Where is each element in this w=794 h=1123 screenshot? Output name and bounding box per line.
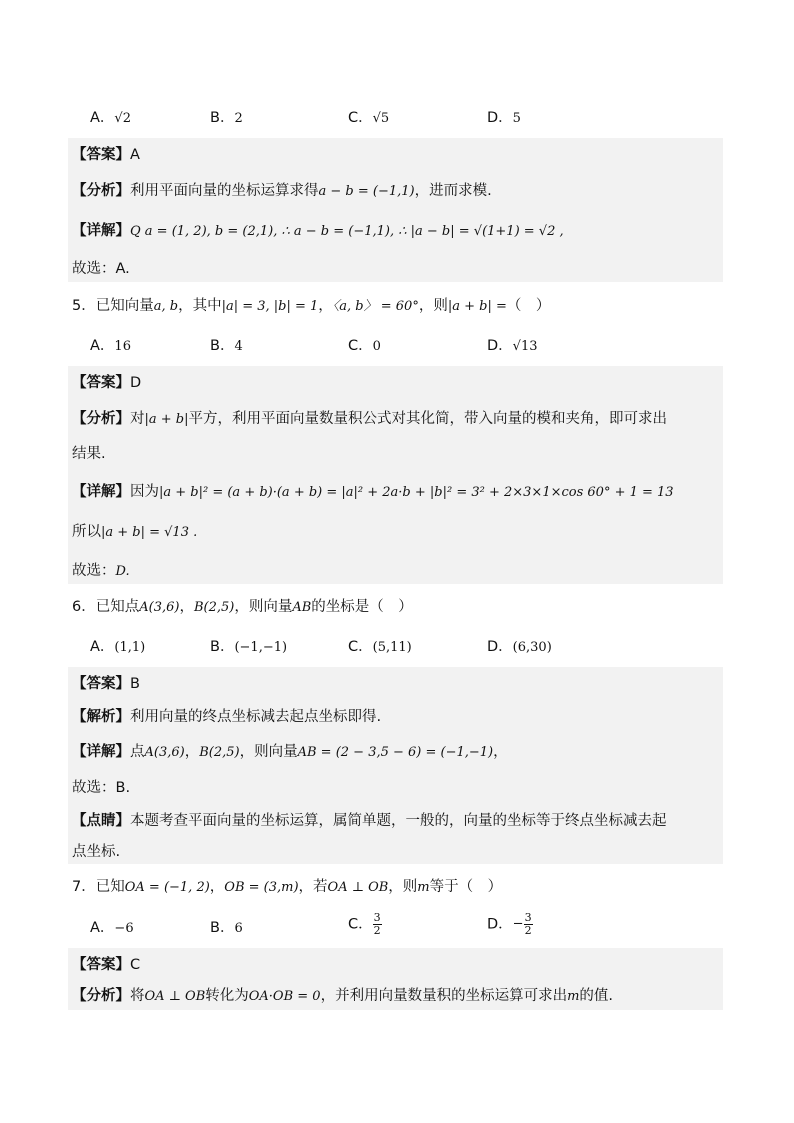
q5-option-b[interactable]: B．4 [210, 338, 243, 354]
q6-analysis: 【解析】利用向量的终点坐标减去起点坐标即得. [72, 709, 382, 725]
q4-answer: 【答案】A [72, 147, 140, 163]
q7-stem: 7．已知OA = (−1, 2)，OB = (3,m)，若OA ⊥ OB，则m等于（ ） [72, 879, 503, 895]
q4-conclusion: 故选：A. [72, 261, 130, 277]
q7-option-b[interactable]: B．6 [210, 920, 243, 936]
q5-analysis: 【分析】对|a + b|平方，利用平面向量数量积公式对其化简，带入向量的模和夹角，即可求出 [72, 411, 667, 427]
q5-conclusion: 故选：D. [72, 563, 130, 579]
q5-option-c[interactable]: C．0 [348, 338, 381, 354]
q6-option-b[interactable]: B．(−1,−1) [210, 639, 288, 655]
q6-solution-box [68, 667, 723, 864]
q5-so: 所以|a + b| = √13 . [72, 524, 198, 540]
q5-option-d[interactable]: D．√13 [487, 338, 538, 354]
q4-option-d[interactable]: D．5 [487, 110, 521, 126]
q6-stem: 6．已知点A(3,6)，B(2,5)，则向量AB的坐标是（ ） [72, 599, 413, 615]
q7-analysis: 【分析】将OA ⊥ OB转化为OA·OB = 0，并利用向量数量积的坐标运算可求出m的值. [72, 988, 614, 1004]
q5-option-a[interactable]: A．16 [90, 338, 131, 354]
q5-stem: 5．已知向量a, b，其中|a| = 3, |b| = 1，〈a, b〉 = 60°，则|a + b| =（ ） [72, 298, 551, 314]
q7-option-c-fraction: $\frac{3}{2}$ [373, 911, 381, 937]
q5-answer: 【答案】D [72, 375, 142, 391]
q7-option-c[interactable]: C． $\frac{3}{2}$ [348, 911, 381, 937]
q7-option-a[interactable]: A．−6 [90, 920, 134, 936]
q6-option-c[interactable]: C．(5,11) [348, 639, 412, 655]
q7-answer: 【答案】C [72, 957, 141, 973]
q6-option-a[interactable]: A．(1,1) [90, 639, 146, 655]
q7-option-d[interactable]: D．− $\frac{3}{2}$ [487, 911, 532, 937]
q6-conclusion: 故选：B. [72, 780, 131, 796]
q6-option-d[interactable]: D．(6,30) [487, 639, 552, 655]
q6-detail: 【详解】点A(3,6)，B(2,5)，则向量AB = (2 − 3,5 − 6) = (−1,−1)， [72, 744, 508, 760]
q4-solution-box [68, 138, 723, 282]
q6-comment: 【点睛】本题考查平面向量的坐标运算，属简单题，一般的，向量的坐标等于终点坐标减去起 [72, 813, 667, 829]
q5-solution-box [68, 366, 723, 584]
q5-analysis-cont: 结果. [72, 446, 106, 462]
q6-answer: 【答案】B [72, 676, 140, 692]
q4-option-c[interactable]: C．√5 [348, 110, 390, 126]
q4-detail: 【详解】Q a = (1, 2), b = (2,1), ∴ a − b = (−1,1), ∴ |a − b| = √(1+1) = √2 , [72, 223, 564, 239]
q7-option-d-fraction: $\frac{3}{2}$ [524, 911, 532, 937]
q4-option-b[interactable]: B．2 [210, 110, 243, 126]
q6-comment-cont: 点坐标. [72, 844, 121, 860]
q5-detail: 【详解】因为|a + b|² = (a + b)·(a + b) = |a|² + 2a·b + |b|² = 3² + 2×3×1×cos 60° + 1 = 13 [72, 484, 674, 500]
q4-option-a[interactable]: A．√2 [90, 110, 131, 126]
q4-analysis: 【分析】利用平面向量的坐标运算求得a − b = (−1,1)，进而求模. [72, 183, 492, 199]
